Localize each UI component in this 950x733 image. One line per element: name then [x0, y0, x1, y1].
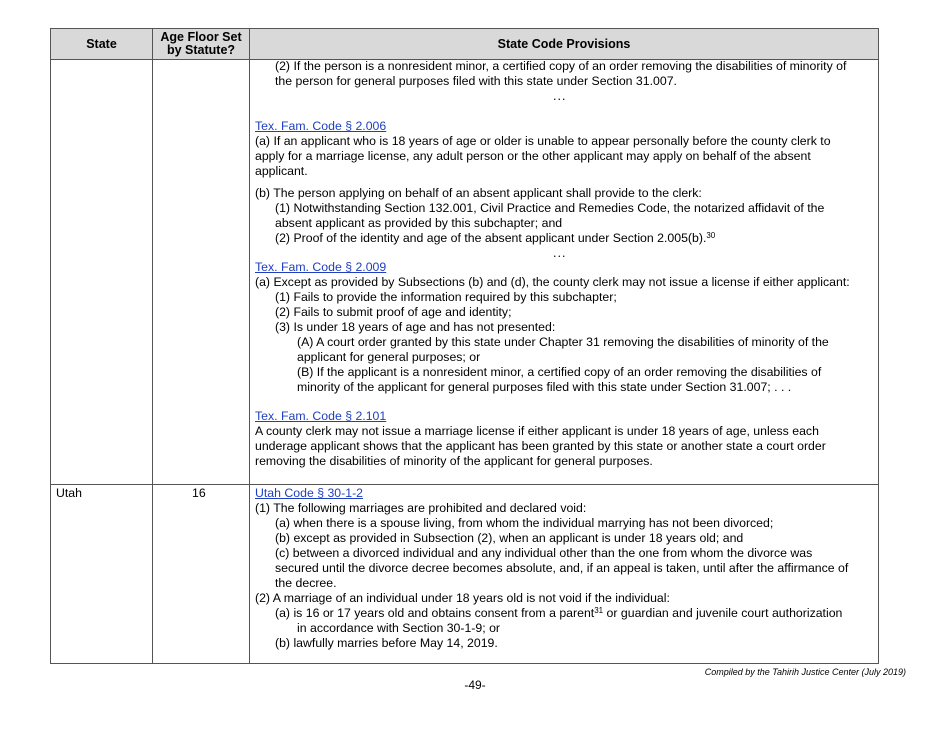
paragraph-line: removing the disabilities of minority of the applicant for general purposes. — [255, 454, 653, 468]
paragraph-line: (3) Is under 18 years of age and has not presented: — [275, 320, 556, 334]
citation-link[interactable]: Tex. Fam. Code § 2.006 — [255, 119, 387, 133]
citation-link[interactable]: Tex. Fam. Code § 2.101 — [255, 409, 387, 423]
paragraph-line: (a) If an applicant who is 18 years of age or older is unable to appear personally before the county clerk to — [255, 134, 831, 148]
paragraph-line: absent applicant as provided by this subchapter; and — [275, 216, 563, 230]
paragraph-line: A county clerk may not issue a marriage license if either applicant is under 18 years of age, unless each — [255, 424, 819, 438]
paragraph-line: (b) lawfully marries before May 14, 2019. — [275, 636, 498, 650]
paragraph-line: underage applicant shows that the applicant has been granted by this state or another state a court order — [255, 439, 826, 453]
paragraph-line: (B) If the applicant is a nonresident minor, a certified copy of an order removing the disabilities of — [297, 365, 822, 379]
header-age-floor: Age Floor Set by Statute? — [160, 30, 242, 57]
state-name: Utah — [56, 486, 82, 500]
footnote-ref-30[interactable]: 30 — [706, 231, 716, 240]
paragraph-line: (2) A marriage of an individual under 18 years old is not void if the individual: — [255, 591, 670, 605]
paragraph-line: minority of the applicant for general purposes filed with this state under Section 31.007; . . . — [297, 380, 792, 394]
compiled-note: Compiled by the Tahirih Justice Center (July 2019) — [704, 667, 906, 677]
paragraph-line: applicant. — [255, 164, 308, 178]
citation-2006[interactable] — [255, 119, 386, 134]
paragraph-line: (b) except as provided in Subsection (2), when an applicant is under 18 years old; and — [275, 531, 744, 545]
citation-2009[interactable] — [255, 260, 386, 275]
ellipsis: ... — [553, 246, 567, 260]
column-divider — [249, 29, 250, 663]
paragraph-line: (1) The following marriages are prohibited and declared void: — [255, 501, 587, 515]
paragraph-line: apply for a marriage license, any adult person or the other applicant may apply on behalf of the absent — [255, 149, 811, 163]
citation-2101[interactable] — [255, 409, 386, 424]
footnote-ref-31[interactable]: 31 — [594, 606, 604, 615]
header-provisions: State Code Provisions — [497, 36, 631, 51]
column-divider — [152, 29, 153, 663]
paragraph-line: (1) Notwithstanding Section 132.001, Civil Practice and Remedies Code, the notarized affidavit of the — [275, 201, 825, 215]
paragraph-line: (c) between a divorced individual and any individual other than the one from whom the divorce was — [275, 546, 813, 560]
row-divider — [51, 484, 878, 485]
age-floor-value: 16 — [192, 486, 206, 500]
paragraph-line: secured until the divorce decree becomes absolute, and, if an appeal is taken, until after the affirmance of — [275, 561, 849, 575]
paragraph-line: the decree. — [275, 576, 337, 590]
intro-line: (2) If the person is a nonresident minor, a certified copy of an order removing the disabilities of minority of — [275, 59, 847, 73]
intro-line: the person for general purposes filed with this state under Section 31.007. — [275, 74, 677, 88]
page-number: -49- — [464, 678, 486, 692]
paragraph-line: (1) Fails to provide the information required by this subchapter; — [275, 290, 617, 304]
header-state: State — [86, 36, 117, 51]
citation-link[interactable]: Utah Code § 30-1-2 — [255, 486, 364, 500]
citation-link[interactable]: Tex. Fam. Code § 2.009 — [255, 260, 387, 274]
ellipsis: ... — [553, 89, 567, 103]
paragraph-line: (a) Except as provided by Subsections (b) and (d), the county clerk may not issue a license if either applicant: — [255, 275, 850, 289]
paragraph-line: (2) Fails to submit proof of age and identity; — [275, 305, 512, 319]
paragraph-line: in accordance with Section 30-1-9; or — [297, 621, 501, 635]
paragraph-line: (a) is 16 or 17 years old and obtains consent from a parent$^{31}$ or guardian and juvenile court authorization — [275, 606, 843, 620]
paragraph-line: (b) The person applying on behalf of an absent applicant shall provide to the clerk: — [255, 186, 702, 200]
paragraph-line: (a) when there is a spouse living, from whom the individual marrying has not been divorced; — [275, 516, 774, 530]
citation-utah[interactable] — [255, 486, 363, 501]
paragraph-line: applicant for general purposes; or — [297, 350, 481, 364]
paragraph-line: (A) A court order granted by this state under Chapter 31 removing the disabilities of minority of the — [297, 335, 829, 349]
paragraph-line: (2) Proof of the identity and age of the absent applicant under Section 2.005(b).$^{30}$ — [275, 231, 716, 245]
